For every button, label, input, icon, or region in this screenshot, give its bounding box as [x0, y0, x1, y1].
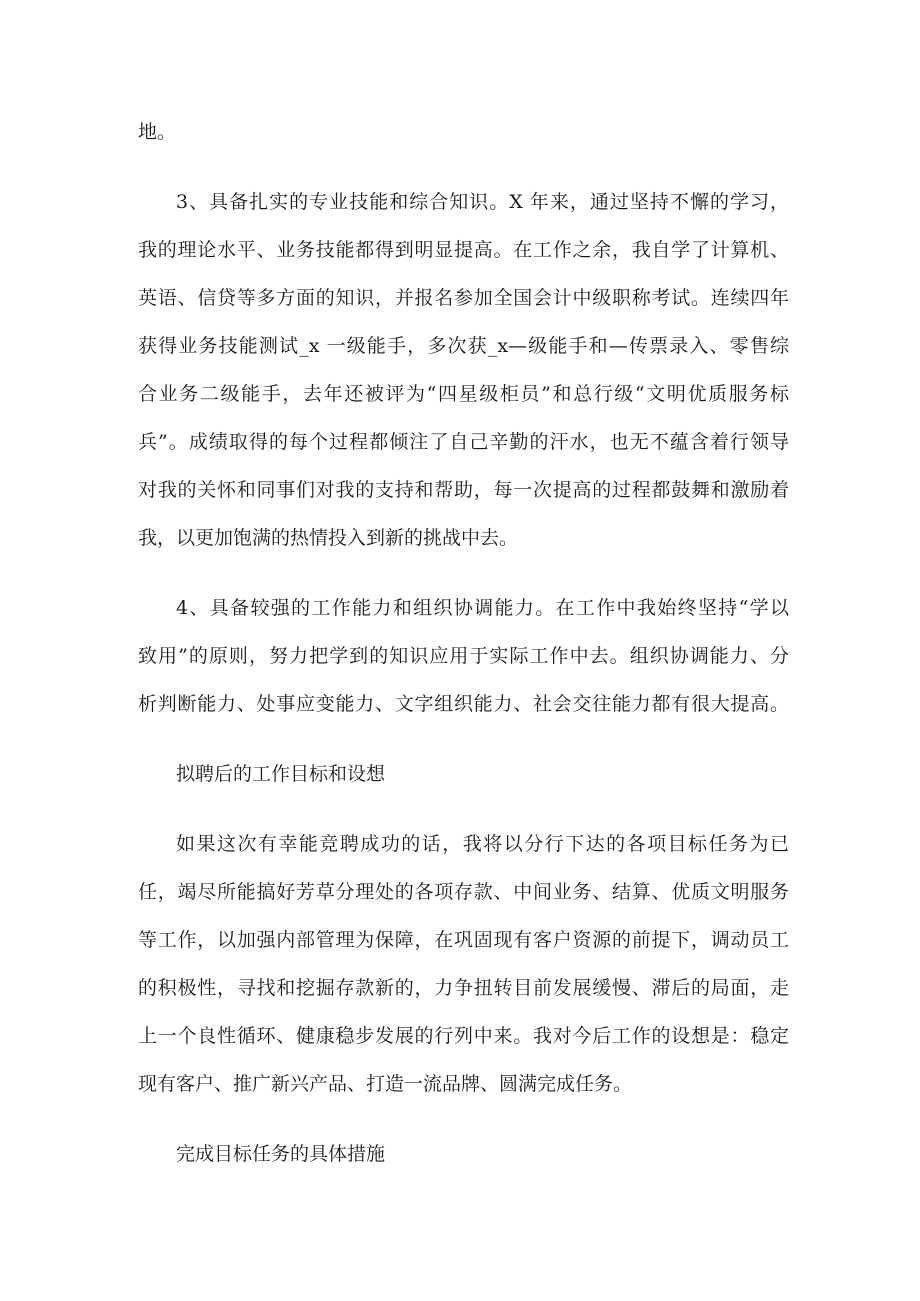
- paragraph-goals-line-5: 上一个良性循环、健康稳步发展的行列中来。我对今后工作的设想是：稳定: [138, 1025, 789, 1047]
- paragraph-3-line-1: 3、具备扎实的专业技能和综合知识。X 年来，通过坚持不懈的学习，: [176, 191, 789, 213]
- paragraph-4-line-2: 致用”的原则，努力把学到的知识应用于实际工作中去。组织协调能力、分: [138, 645, 789, 667]
- paragraph-3-line-5: 合业务二级能手，去年还被评为“四星级柜员”和总行级“文明优质服务标: [138, 383, 789, 405]
- section-heading-goals: 拟聘后的工作目标和设想: [176, 763, 386, 785]
- paragraph-3-line-7: 对我的关怀和同事们对我的支持和帮助，每一次提高的过程都鼓舞和激励着: [138, 479, 789, 501]
- paragraph-4-line-1: 4、具备较强的工作能力和组织协调能力。在工作中我始终坚持“学以: [176, 597, 789, 619]
- paragraph-3-line-3: 英语、信贷等多方面的知识，并报名参加全国会计中级职称考试。连续四年: [138, 287, 789, 309]
- paragraph-goals-line-4: 的积极性，寻找和挖掘存款新的，力争扭转目前发展缓慢、滞后的局面，走: [138, 977, 789, 999]
- paragraph-3-line-6: 兵”。成绩取得的每个过程都倾注了自己辛勤的汗水，也无不蕴含着行领导: [138, 431, 789, 453]
- top-fragment: 地。: [138, 121, 177, 143]
- paragraph-goals-line-2: 任，竭尽所能搞好芳草分理处的各项存款、中间业务、结算、优质文明服务: [138, 881, 789, 903]
- paragraph-3-line-8: 我，以更加饱满的热情投入到新的挑战中去。: [138, 527, 519, 549]
- paragraph-3-line-4: 获得业务技能测试_x 一级能手，多次获_x—级能手和—传票录入、零售综: [138, 335, 789, 357]
- paragraph-goals-line-1: 如果这次有幸能竞聘成功的话，我将以分行下达的各项目标任务为已: [176, 833, 789, 855]
- paragraph-4-line-3: 析判断能力、处事应变能力、文字组织能力、社会交往能力都有很大提高。: [138, 693, 789, 715]
- section-heading-measures: 完成目标任务的具体措施: [176, 1143, 386, 1165]
- paragraph-3-line-2: 我的理论水平、业务技能都得到明显提高。在工作之余，我自学了计算机、: [138, 239, 789, 261]
- paragraph-goals-line-3: 等工作，以加强内部管理为保障，在巩固现有客户资源的前提下，调动员工: [138, 929, 789, 951]
- paragraph-goals-line-6: 现有客户、推广新兴产品、打造一流品牌、圆满完成任务。: [138, 1073, 633, 1095]
